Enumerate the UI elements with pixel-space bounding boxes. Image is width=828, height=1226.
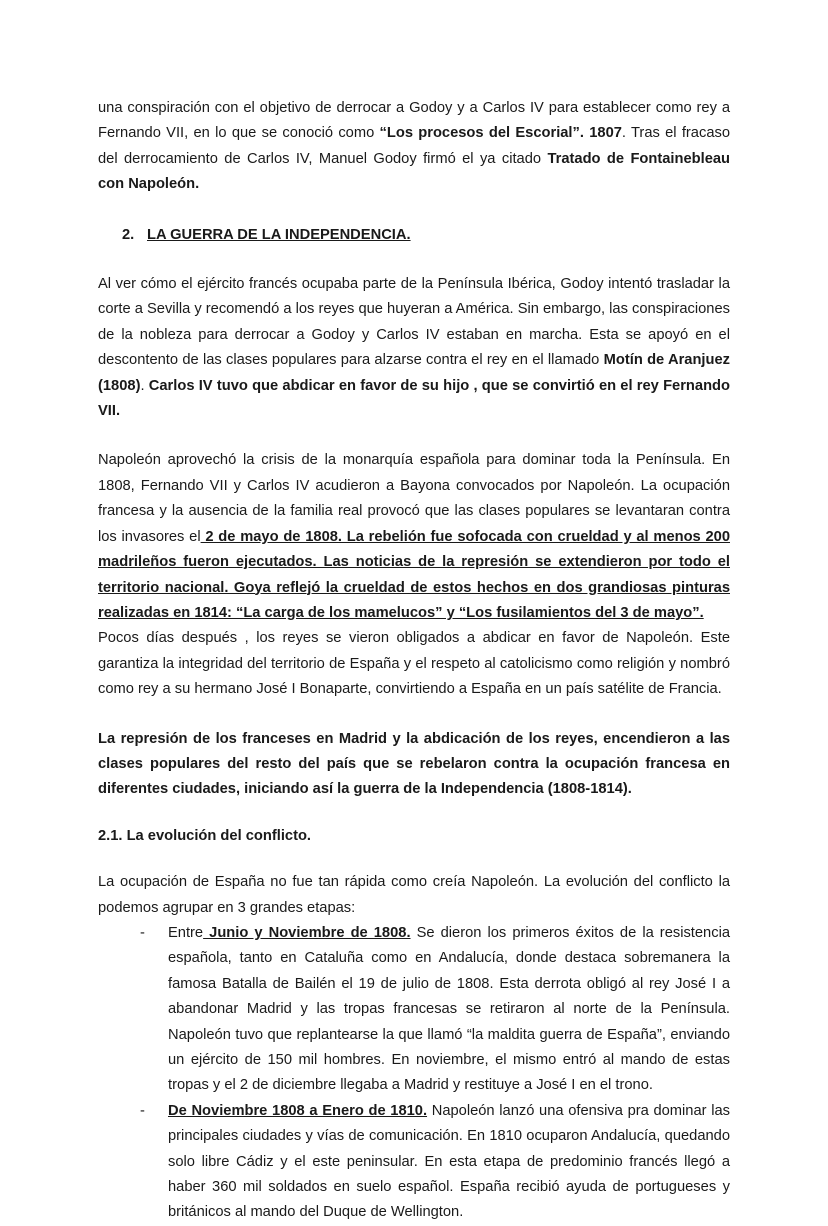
intro-run-plain-1: una conspiración con el objetivo de derrocar a Godoy y a Carlos IV para establecer como rey a Fernando VII, en lo que se conoció como [98, 100, 730, 142]
spacer [98, 424, 730, 448]
p2-run-plain-1: Al ver cómo el ejército francés ocupaba parte de la Península Ibérica, Godoy intentó trasladar la corte a Sevilla y recomendó a los reyes que huyeran a América. Sin embargo, las conspiraciones de la nobleza para derrocar a Godoy y Carlos IV estaban en marcha. Esta se apoyó en el descontento de las clases populares para alzarse contra el rey en el llamado [98, 276, 730, 369]
bullet-1-lead-plain: Entre [168, 924, 204, 941]
bullet-1-lead-bold-underline: Junio y Noviembre de 1808. [203, 924, 411, 941]
paragraph-represion-bold: La represión de los franceses en Madrid y la abdicación de los reyes, encendieron a las clases populares del resto del país que se rebelaron contra la ocupación francesa en diferentes ciudades, iniciando así la guerra de la Independencia (1808-1814). [98, 730, 730, 798]
spacer [98, 803, 730, 824]
section-heading-title: LA GUERRA DE LA INDEPENDENCIA. [147, 226, 411, 243]
spacer [98, 248, 730, 272]
dash-bullet-icon: - [140, 1102, 145, 1119]
intro-run-bold-procesos-escorial: “Los procesos del Escorial”. 1807 [379, 125, 622, 142]
paragraph-intro [98, 96, 730, 198]
etapas-list [98, 921, 730, 1226]
p3-run-plain-1: Napoleón aprovechó la crisis de la monarquía española para dominar toda la Península. En 1808, Fernando VII y Carlos IV acudieron a Bayona convocados por Napoleón. La ocupación francesa y la ausencia de la familia real provocó que las clases populares se levantaran contra los invasores el [98, 452, 730, 545]
document-body [98, 96, 730, 1226]
sub-heading-2-1: 2.1. La evolución del conflicto. [98, 827, 312, 844]
paragraph-godoy-aranjuez [98, 272, 730, 424]
spacer [98, 198, 730, 223]
p2-run-plain-2: . [140, 377, 149, 394]
paragraph-dos-de-mayo [98, 448, 730, 626]
intro-run-plain-2: . Tras el fracaso del derrocamiento de Carlos IV, Manuel Godoy firmó el ya citado [98, 125, 731, 167]
list-item [98, 921, 730, 1099]
paragraph-abdicacion-bayona [98, 626, 730, 702]
intro-run-bold-tratado-fontainebleau: Tratado de Fontainebleau con Napoleón. [98, 150, 731, 193]
p3-run-plain-2: Pocos días después , los reyes se vieron obligados a abdicar en favor de Napoleón. Este garantiza la integridad del territorio de España y el respeto al catolicismo como religión y nombró como rey a su hermano José I Bonaparte, convirtiendo a España en un país satélite de Francia. [98, 630, 730, 698]
section-heading-number: 2. [122, 226, 135, 243]
dash-bullet-icon: - [140, 924, 145, 941]
p2-run-bold-abdicacion-carlos-iv: Carlos IV tuvo que abdicar en favor de su hijo , que se convirtió en el rey Fernando VII. [98, 377, 730, 420]
spacer [98, 849, 730, 870]
list-item [98, 1099, 730, 1226]
bullet-2-lead-bold-underline: De Noviembre 1808 a Enero de 1810. [168, 1102, 428, 1119]
bullet-2-body: Napoleón lanzó una ofensiva pra dominar las principales ciudades y vías de comunicación. En 1810 ocuparon Andalucía, quedando solo libre Cádiz y el este peninsular. En esta etapa de predominio francés llegó a haber 360 mil soldados en suelo español. España recibió ayuda de portugueses y británicos al mando del Duque de Wellington. [168, 1102, 730, 1221]
bullet-1-body: Se dieron los primeros éxitos de la resistencia española, tanto en Cataluña como en Andalucía, donde destaca sobremanera la famosa Batalla de Bailén el 19 de julio de 1808. Esta derrota obligó al rey José I a abandonar Madrid y las tropas francesas se retiraron al norte de la Península. Napoleón tuvo que replantearse la que llamó “la maldita guerra de España”, enviando un ejército de 150 mil hombres. En noviembre, el mismo entró al mando de estas tropas y el 2 de diciembre llegaba a Madrid y restituye a José I en el trono. [168, 924, 731, 1094]
paragraph-etapas-intro: La ocupación de España no fue tan rápida como creía Napoleón. La evolución del conflicto la podemos agrupar en 3 grandes etapas: [98, 874, 730, 916]
section-heading-2 [98, 223, 730, 248]
p3-run-bold-underline-dos-de-mayo: 2 de mayo de 1808. La rebelión fue sofocada con crueldad y al menos 200 madrileños fueron ejecutados. Las noticias de la represión se extendieron por todo el territorio nacional. Goya reflejó la crueldad de estos hechos en dos grandiosas pinturas realizadas en 1814: “La carga de los mamelucos” y “Los fusilamientos del 3 de mayo”. [98, 528, 730, 621]
spacer [98, 703, 730, 727]
p2-run-bold-motin-aranjuez: Motín de Aranjuez (1808) [98, 352, 730, 394]
